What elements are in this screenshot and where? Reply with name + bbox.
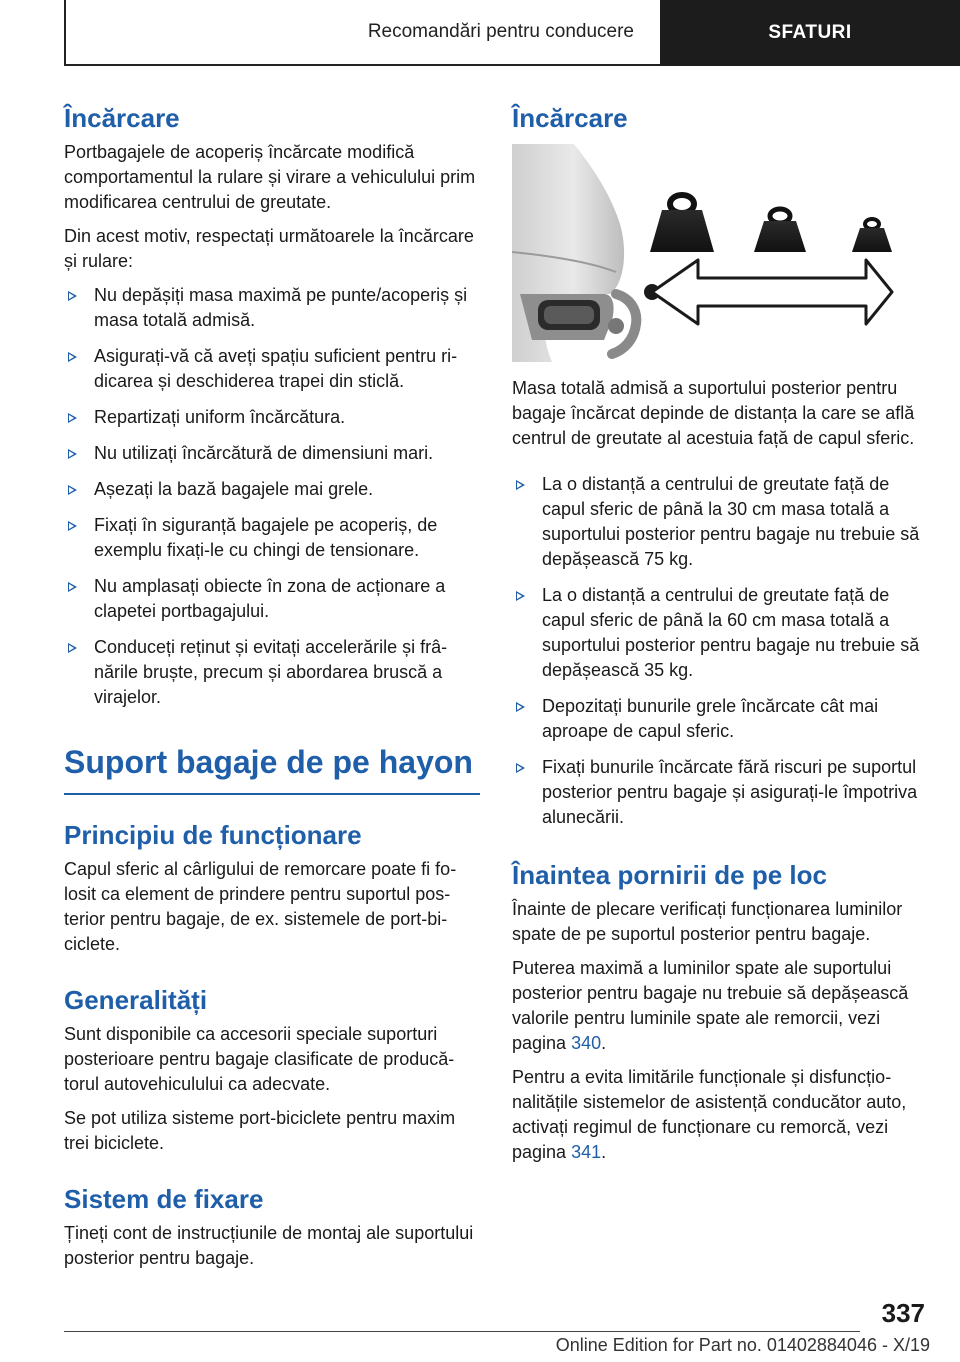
page-number: 337 [881,1298,925,1328]
suport-bagaje-heading: Suport bagaje de pe hayon [64,744,473,780]
generalitati-heading: Generalități [64,985,208,1015]
pornire-paragraph-3: Pentru a evita limitările funcționale și disfuncționalitățile sistemelor de asistență conducător auto, activați regimul de funcționare cu remorcă, vezi pagina 341. [512,1067,907,1162]
generalitati-paragraph-2: Se pot utiliza sisteme port-biciclete pentru maxim trei biciclete. [64,1108,456,1153]
page-link-341[interactable]: 341 [571,1142,602,1162]
triangle-bullet-icon [68,582,77,592]
heading-rule [64,793,480,795]
triangle-bullet-icon [516,480,525,490]
incarcare-right-list [512,472,932,830]
footer-edition-text: Online Edition for Part no. 01402884046 - X/19 [555,1335,930,1355]
incarcare-paragraph-1: Portbagajele de acoperiș încărcate modifică comportamentul la rulare și virare a vehiculului prim modificarea centrului de greutate. [64,142,476,212]
list-item: Nu amplasați obiecte în zona de acționare a clapetei portbagajului. [64,574,480,624]
inaintea-pornirii-heading: Înaintea pornirii de pe loc [512,860,827,890]
list-item: Fixați în siguranță bagajele pe acoperiș, de exemplu fixați-le cu chingi de tensionare. [64,513,480,563]
list-item: Fixați bunurile încărcate fără riscuri pe suportul posterior pentru bagaje și asigurați-le împotriva alunecării. [512,755,932,830]
triangle-bullet-icon [68,521,77,531]
sistem-fixare-heading: Sistem de fixare [64,1184,264,1214]
list-item: Conduceți reținut și evitați accelerările și frânările bruște, precum și abordarea bruscă a virajelor. [64,635,480,710]
list-item: Asigurați-vă că aveți spațiu suficient pentru ridicarea și deschiderea trapei din sticlă. [64,344,480,394]
triangle-bullet-icon [68,291,77,301]
triangle-bullet-icon [68,413,77,423]
weight-large-icon [650,195,714,252]
incarcare-right-paragraph: Masa totală admisă a suportului posterior pentru bagaje încărcat depinde de distanța la care se află centrul de greutate al acestuia față de capul sferic. [512,378,915,448]
list-item: Nu utilizați încărcătură de dimensiuni mari. [64,441,480,466]
page-link-340[interactable]: 340 [571,1033,602,1053]
list-item: Nu depășiți masa maximă pe punte/acoperiș și masa totală admisă. [64,283,480,333]
list-item: La o distanță a centrului de greutate față de capul sferic de până la 30 cm masa totală a suportului posterior pentru bagaje nu trebuie să depășească 75 kg. [512,472,932,572]
triangle-bullet-icon [68,449,77,459]
principiu-heading: Principiu de funcționare [64,820,362,850]
triangle-bullet-icon [68,352,77,362]
triangle-bullet-icon [516,702,525,712]
triangle-bullet-icon [68,485,77,495]
list-item: Așezați la bază bagajele mai grele. [64,477,480,502]
generalitati-paragraph-1: Sunt disponibile ca accesorii speciale suporturi posterioare pentru bagaje clasificate de producătorul autovehiculului ca adecvate. [64,1024,455,1094]
header-bottom-rule [64,64,660,66]
header-chapter-tab: SFATURI [660,0,960,66]
incarcare-heading: Încărcare [64,103,180,133]
tow-hitch-load-distance-icon [512,144,932,362]
list-item: Repartizați uniform încărcătura. [64,405,480,430]
pornire-paragraph-1: Înainte de plecare verificați funcționarea luminilor spate de pe suportul posterior pentru bagaje. [512,899,903,944]
list-item: La o distanță a centrului de greutate față de capul sferic de până la 60 cm masa totală a suportului posterior pentru bagaje nu trebuie să depășească 35 kg. [512,583,932,683]
sistem-fixare-paragraph: Țineți cont de instrucțiunile de montaj ale suportului posterior pentru bagaje. [64,1223,474,1268]
incarcare-paragraph-2: Din acest motiv, respectați următoarele la încărcare și rulare: [64,226,474,271]
left-column [64,100,480,1280]
pornire-paragraph-2: Puterea maximă a luminilor spate ale suportului posterior pentru bagaje nu trebuie să depășească valorile pentru luminile spate ale remorcii, vezi pagina 340. [512,958,909,1053]
weight-medium-icon [754,209,806,252]
incarcare-right-heading: Încărcare [512,103,628,133]
list-item: Depozitați bunurile grele încărcate cât mai aproape de capul sferic. [512,694,932,744]
principiu-paragraph: Capul sferic al cârligului de remorcare poate fi folosit ca element de prindere pentru suportul posterior pentru bagaje, de ex. sistemele de port-biciclete. [64,859,457,954]
weight-small-icon [852,219,892,252]
incarcare-list [64,283,480,710]
right-column [512,100,932,1174]
triangle-bullet-icon [516,763,525,773]
header-section-title: Recomandări pentru conducere [367,21,634,42]
triangle-bullet-icon [68,643,77,653]
triangle-bullet-icon [516,591,525,601]
